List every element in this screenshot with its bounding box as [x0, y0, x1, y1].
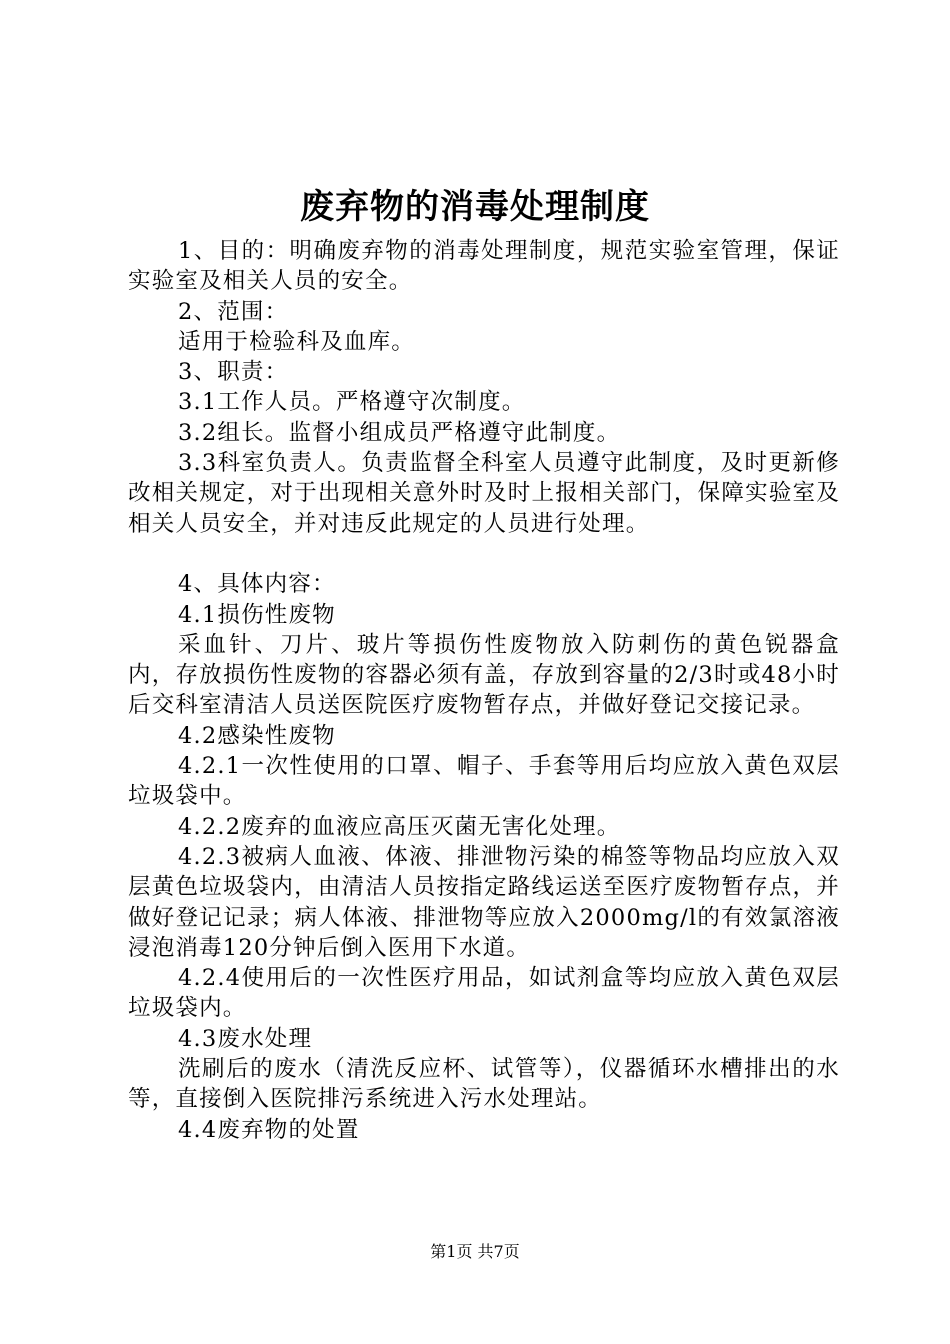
- paragraph-sharps: 采血针、刀片、玻片等损伤性废物放入防刺伤的黄色锐器盒内，存放损伤性废物的容器必须有盖，存放到容量的2/3时或48小时后交科室清洁人员送医院医疗废物暂存点，并做好登记交接记录。: [128, 631, 840, 719]
- paragraph-sharps-heading: 4.1损伤性废物: [178, 601, 336, 628]
- paragraph-infectious-3: 4.2.3被病人血液、体液、排泄物污染的棉签等物品均应放入双层黄色垃圾袋内，由清洁人员按指定路线运送至医疗废物暂存点，并做好登记记录；病人体液、排泄物等应放入2000mg/l的有效氯溶液浸泡消毒120分钟后倒入医用下水道。: [128, 843, 840, 961]
- paragraph-disposal-heading: 4.4废弃物的处置: [178, 1116, 360, 1143]
- paragraph-duty-leader: 3.2组长。监督小组成员严格遵守此制度。: [178, 419, 621, 446]
- paragraph-wastewater: 洗刷后的废水（清洗反应杯、试管等），仪器循环水槽排出的水等，直接倒入医院排污系统进入污水处理站。: [128, 1056, 840, 1113]
- document-body: [128, 236, 840, 1145]
- paragraph-infectious-2: 4.2.2废弃的血液应高压灭菌无害化处理。: [178, 813, 621, 840]
- paragraph-duties-heading: 3、职责：: [178, 359, 289, 386]
- paragraph-spacer: [128, 539, 840, 569]
- paragraph-scope: 适用于检验科及血库。: [178, 328, 416, 355]
- paragraph-duty-director: 3.3科室负责人。负责监督全科室人员遵守此制度，及时更新修改相关规定，对于出现相关意外时及时上报相关部门，保障实验室及相关人员安全，并对违反此规定的人员进行处理。: [128, 450, 840, 537]
- paragraph-purpose: 1、目的：明确废弃物的消毒处理制度，规范实验室管理，保证实验室及相关人员的安全。: [128, 238, 840, 295]
- paragraph-wastewater-heading: 4.3废水处理: [178, 1025, 313, 1052]
- document-title: 废弃物的消毒处理制度: [300, 187, 650, 227]
- paragraph-infectious-4: 4.2.4使用后的一次性医疗用品，如试剂盒等均应放入黄色双层垃圾袋内。: [128, 965, 840, 1022]
- paragraph-scope-heading: 2、范围：: [178, 298, 289, 325]
- paragraph-duty-staff: 3.1工作人员。严格遵守次制度。: [178, 389, 526, 416]
- page-footer: 第1页 共7页: [430, 1242, 520, 1261]
- paragraph-infectious-heading: 4.2感染性废物: [178, 722, 336, 749]
- paragraph-infectious-1: 4.2.1一次性使用的口罩、帽子、手套等用后均应放入黄色双层垃圾袋中。: [128, 753, 840, 810]
- paragraph-content-heading: 4、具体内容：: [178, 571, 336, 598]
